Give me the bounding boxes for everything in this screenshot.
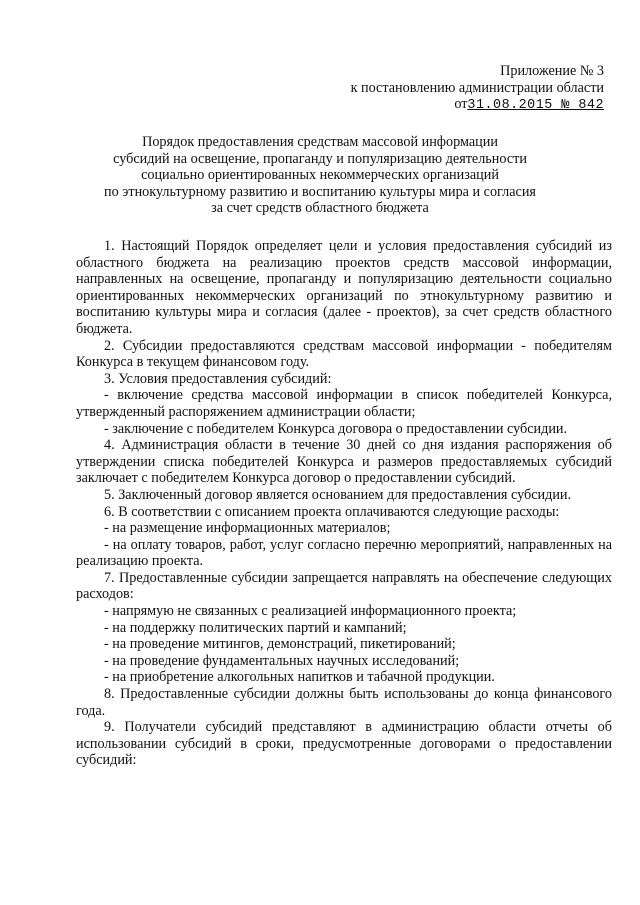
date-number-stamp: 31.08.2015 № 842 <box>467 98 604 114</box>
paragraph-7: 7. Предоставленные субсидии запрещается направлять на обеспечение следующих расходов: <box>76 569 612 603</box>
paragraph-4: 4. Администрация области в течение 30 дней со дня издания распоряжения об утверждении списка победителей Конкурса и размеров предоставляемых субсидий заключает с победителем Конкурса договор о предоставлении субсидий. <box>76 437 612 487</box>
appendix-header <box>351 63 604 115</box>
document-body <box>76 238 612 769</box>
paragraph-1: 1. Настоящий Порядок определяет цели и условия предоставления субсидий из областного бюджета на реализацию проектов средств массовой информации, направленных на освещение, пропаганду и популяризацию деятельности социально ориентированных некоммерческих организаций по этнокультурному развитию и воспитанию культуры мира и согласия (далее - проектов), за счет средств областного бюджета. <box>76 238 612 337</box>
title-line: социально ориентированных некоммерческих организаций <box>141 167 499 184</box>
list-item: - заключение с победителем Конкурса договора о предоставлении субсидии. <box>104 420 568 437</box>
paragraph-6: 6. В соответствии с описанием проекта оплачиваются следующие расходы: <box>104 503 560 520</box>
list-item: - включение средства массовой информации в список победителей Конкурса, утвержденный распоряжением администрации области; <box>76 387 612 420</box>
title-line: за счет средств областного бюджета <box>211 200 429 217</box>
title-line: субсидий на освещение, пропаганду и популяризацию деятельности <box>113 150 527 167</box>
list-item: - напрямую не связанных с реализацией информационного проекта; <box>104 603 517 620</box>
list-item: - на проведение фундаментальных научных исследований; <box>104 652 460 669</box>
appendix-reference: к постановлению администрации области <box>350 79 604 96</box>
document-title <box>80 134 560 217</box>
appendix-date-line <box>351 96 604 115</box>
list-item: - на оплату товаров, работ, услуг согласно перечню мероприятий, направленных на реализацию проекта. <box>76 536 612 570</box>
paragraph-2: 2. Субсидии предоставляются средствам массовой информации - победителям Конкурса в текущем финансовом году. <box>76 337 612 371</box>
paragraph-8: 8. Предоставленные субсидии должны быть использованы до конца финансового года. <box>76 686 612 719</box>
list-item: - на проведение митингов, демонстраций, пикетирований; <box>104 636 456 653</box>
list-item: - на приобретение алкогольных напитков и табачной продукции. <box>104 669 495 686</box>
paragraph-5: 5. Заключенный договор является основанием для предоставления субсидии. <box>104 486 572 503</box>
paragraph-9: 9. Получатели субсидий представляют в администрацию области отчеты об использовании субсидий в сроки, предусмотренные договорами о предоставлении субсидий: <box>76 719 612 769</box>
title-line: Порядок предоставления средствам массовой информации <box>142 134 498 150</box>
appendix-number: Приложение № 3 <box>500 63 604 79</box>
date-prefix: от <box>454 96 468 113</box>
paragraph-3: 3. Условия предоставления субсидий: <box>104 370 332 387</box>
list-item: - на поддержку политических партий и кампаний; <box>104 619 407 636</box>
title-line: по этнокультурному развитию и воспитанию культуры мира и согласия <box>104 183 536 200</box>
list-item: - на размещение информационных материалов; <box>104 520 391 537</box>
